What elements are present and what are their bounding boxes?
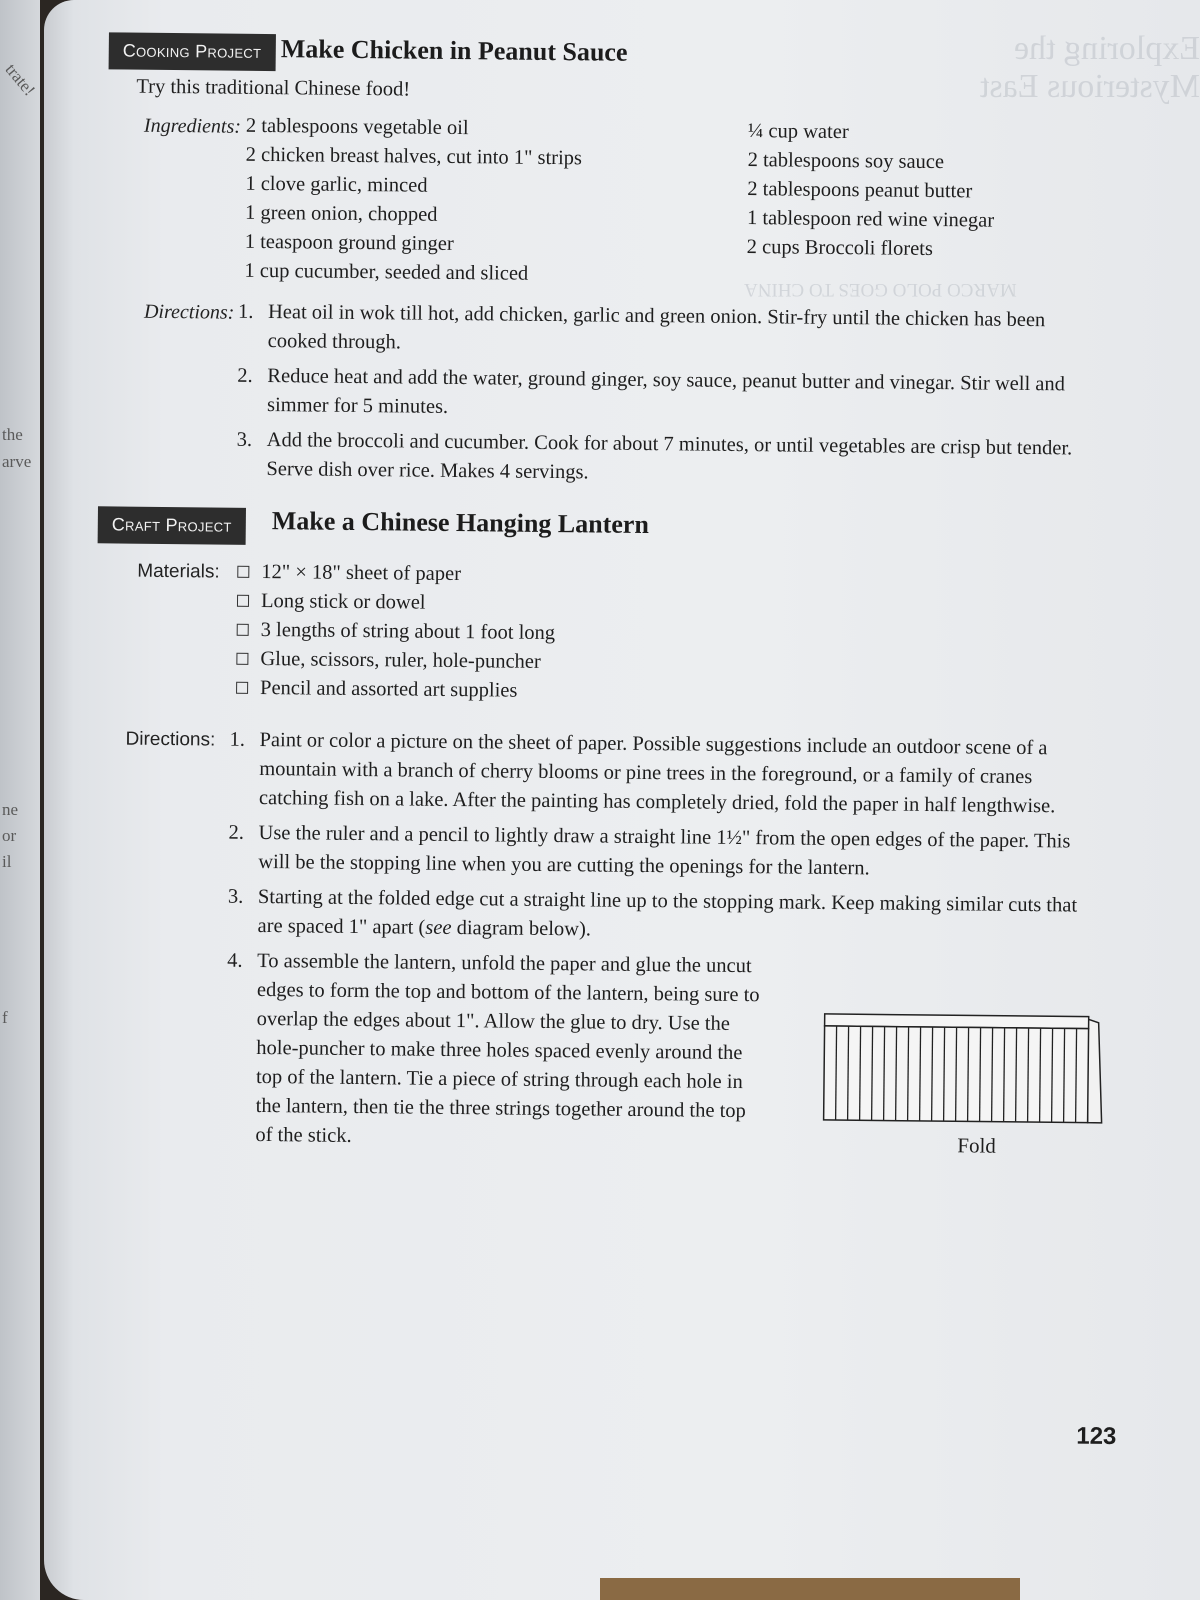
checkbox-icon [236,653,248,665]
materials-label: Materials: [137,560,220,583]
ingredient-item: 1 teaspoon ground ginger [244,230,454,255]
ingredient-item: 2 tablespoons soy sauce [747,149,945,174]
left-page-fragment: ne [2,800,19,819]
cooking-title: Make Chicken in Peanut Sauce [280,34,628,67]
craft-project-tag: Craft Project [98,506,246,545]
material-item: Long stick or dowel [237,587,556,619]
direction-step: 1. Paint or color a picture on the sheet of paper. Possible suggestions include an outdoor scene of a mountain with a branch of cherry blooms or pine trees in the foreground, or a family of cranes catching fish on a lake. After the painting has completely dried, fold the paper in half lengthwise. [229,728,1056,818]
direction-step: 3. Starting at the folded edge cut a straight line up to the stopping mark. Keep making similar cuts that are spaced 1" apart (see diagram below). [227,885,1078,941]
page-number: 123 [1076,1422,1117,1450]
diagram-fold-label: Fold [957,1133,996,1158]
ingredient-item: 1 cup cucumber, seeded and sliced [244,259,529,285]
left-page-fragment: f [2,1008,8,1027]
left-page-fragment: arve [2,452,32,471]
craft-directions-label: Directions: [125,728,216,751]
cooking-directions-list [236,298,1088,499]
checkbox-icon [237,595,249,607]
show-through-heading: MARCO POLO GOES TO CHINA [744,279,1017,300]
ingredient-item: 1 clove garlic, minced [245,172,428,197]
checkbox-icon [237,624,249,636]
craft-title: Make a Chinese Hanging Lantern [271,506,650,540]
ingredient-item: 2 tablespoons vegetable oil [245,114,469,140]
book-page [44,0,1200,1600]
material-item: 12" × 18" sheet of paper [237,558,556,590]
ingredients-right-list [747,117,996,265]
direction-step: 1. Heat oil in wok till hot, add chicken, garlic and green onion. Stir-fry until the chicken has been cooked through. [237,300,1046,354]
direction-step: 2. Reduce heat and add the water, ground ginger, soy sauce, peanut butter and vinegar. Stir well and simmer for 5 minutes. [237,364,1066,418]
ingredients-label: Ingredients: [143,114,242,138]
cooking-intro: Try this traditional Chinese food! [136,75,411,101]
materials-list [236,558,556,706]
lantern-fold-diagram [819,1010,1110,1143]
ingredient-item: 1 green onion, chopped [244,201,438,226]
left-page-edge [0,0,40,1600]
show-through-heading: Exploring the Mysterious East [979,30,1200,105]
checkbox-icon [236,682,248,694]
direction-step: 3. Add the broccoli and cucumber. Cook for about 7 minutes, or until vegetables are crisp but tender. Serve dish over rice. Makes 4 servings. [236,428,1073,484]
ingredient-item: 2 chicken breast halves, cut into 1" strips [245,143,583,170]
left-page-fragment: the [2,425,23,444]
left-page-fragment: trate! [1,59,40,100]
material-item: Glue, scissors, ruler, hole-puncher [236,645,555,677]
direction-step: 4. To assemble the lantern, unfold the paper and glue the uncut edges to form the top and bottom of the lantern, being sure to overlap the edges about 1". Allow the glue to dry. Use the hole-puncher to make three holes spaced evenly around the top of the lantern. Tie a piece of string through each hole in the lantern, then tie the three strings together around the top of the stick. [227,949,760,1147]
checkbox-icon [237,566,249,578]
ingredient-item: 2 tablespoons peanut butter [747,178,973,203]
cooking-project-tag: Cooking Project [109,32,276,71]
direction-step: 2. Use the ruler and a pencil to lightly draw a straight line 1½" from the open edges of the paper. This will be the stopping line when you are cutting the openings for the lantern. [228,821,1071,880]
ingredients-left-list [244,112,582,290]
left-page-fragment: or [2,826,17,845]
material-item: Pencil and assorted art supplies [236,674,555,706]
ingredient-item: 2 cups Broccoli florets [746,236,934,261]
ingredient-item: 1 tablespoon red wine vinegar [746,207,995,232]
cooking-directions-label: Directions: [143,300,235,324]
background-floor [600,1578,1020,1600]
ingredient-item: ¼ cup water [747,120,849,144]
left-page-fragment: il [2,852,12,871]
material-item: 3 lengths of string about 1 foot long [237,616,556,648]
